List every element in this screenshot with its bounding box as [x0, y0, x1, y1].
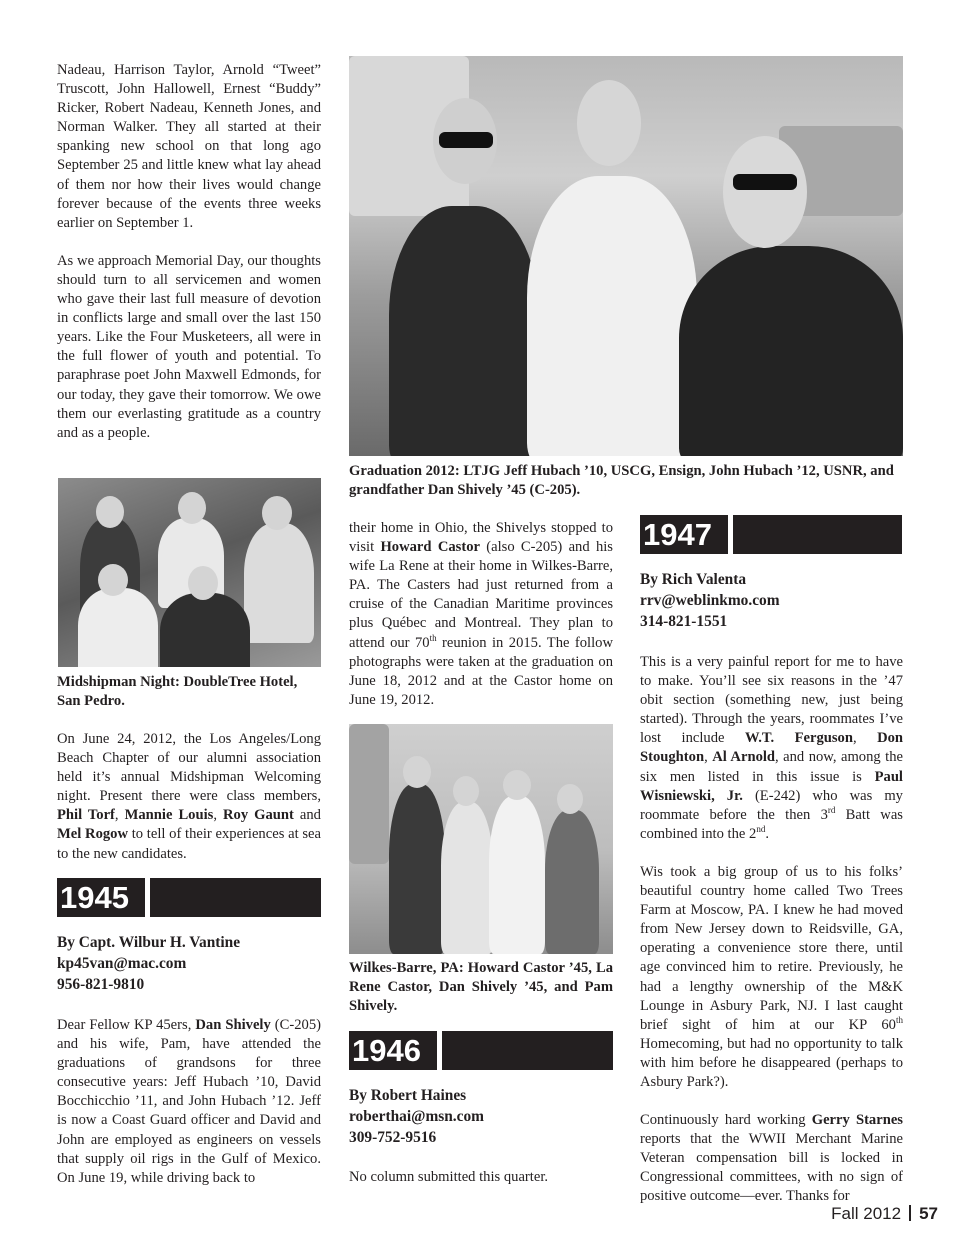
name-bold: Al Arnold	[712, 749, 776, 766]
paragraph-dear-fellow	[57, 1016, 321, 1188]
year-banner-fill	[150, 878, 321, 917]
paragraph-no-column: No column submitted this quarter.	[349, 1169, 549, 1185]
text: , and now, among the six men listed in this issue is	[640, 749, 903, 785]
byline-author: By Robert Haines	[349, 1087, 467, 1104]
name-bold: W.T. Ferguson	[744, 730, 853, 747]
superscript: nd	[756, 823, 766, 834]
caption-wilkes-barre: Wilkes-Barre, PA: Howard Castor ’45, La Rene Castor, Dan Shively ’45, and Pam Shively.	[349, 960, 613, 1014]
photo-head	[577, 80, 641, 166]
byline-phone: 314-821-1551	[640, 613, 728, 630]
photo-head	[503, 770, 531, 800]
paragraph-two-trees-farm	[640, 863, 903, 1092]
photo-head	[557, 784, 583, 814]
text: Wis took a big group of us to his folks’ beautiful country home called Two Trees Farm at Moscow, PA. I knew he had moved from New Jersey down to Reidsville, GA, operating a convenience store there, until age convinced him to retire. Previously, he had a lengthy ownership of the M&K Lounge in Asbury Park, NJ. I last caught brief sight of him at our KP 60	[640, 863, 903, 1033]
text: ,	[213, 807, 223, 824]
photo-midshipman-night	[58, 478, 321, 667]
photo-sunglasses	[733, 174, 797, 190]
year-banner-1947	[640, 515, 902, 554]
photo-head	[178, 492, 206, 524]
name-bold: Mel Rogow	[57, 826, 128, 843]
paragraph-gerry-starnes	[640, 1111, 903, 1206]
name-bold: Paul Wisniewski, Jr.	[640, 768, 903, 804]
text: reunion in 2015. The follow photographs were taken at the graduation on June 18, 2012 and at the Castor home on June 19, 2012.	[349, 634, 613, 708]
text: and	[293, 807, 321, 824]
paragraph-class-members: Nadeau, Harrison Taylor, Arnold “Tweet” Truscott, John Hallowell, Ernest “Buddy” Ricker, Robert Nadeau, Kenneth Jones, and Norman Walker. They all started at their spanking new school on that long ago September 25 and little knew what lay ahead of them nor how their lives would change forever because of the events three weeks earlier on September 1.	[57, 62, 321, 231]
text: ,	[704, 749, 713, 766]
superscript: th	[895, 1014, 903, 1025]
paragraph-shivelys-visit	[349, 519, 613, 710]
text: ,	[852, 730, 878, 747]
year-label: 1946	[349, 1031, 437, 1070]
caption-graduation-2012: Graduation 2012: LTJG Jeff Hubach ’10, USCG, Ensign, John Hubach ’12, USNR, and grandfather Dan Shively ’45 (C-205).	[349, 463, 894, 498]
text: Batt was combined into the 2	[640, 806, 903, 842]
text: (C-205) and his wife, Pam, have attended the graduations of grandsons for three consecutive years: Jeff Hubach ’10, David Bocchicchio ’11, and John Hubach ’12. Jeff is now a Coast Guard officer and David and John are employed as engineers on vessels that supply oil rigs in the Gulf of Mexico. On June 19, while driving back to	[57, 1017, 322, 1186]
photo-figure-left	[389, 206, 539, 456]
photo-figure	[441, 802, 493, 954]
superscript: th	[429, 632, 437, 643]
photo-wilkes-barre	[349, 724, 613, 954]
photo-curtain	[349, 724, 389, 864]
year-label: 1945	[57, 878, 145, 917]
photo-figure	[160, 593, 250, 667]
byline-1945	[57, 932, 321, 995]
year-banner-1946	[349, 1031, 613, 1070]
year-banner-fill	[442, 1031, 613, 1070]
year-banner-1945	[57, 878, 321, 917]
column-left-lower	[57, 730, 321, 864]
footer-divider	[909, 1205, 911, 1221]
superscript: rd	[827, 804, 836, 815]
paragraph-welcoming-night	[57, 730, 321, 864]
text: their home in Ohio, the Shivelys stopped to visit	[349, 520, 613, 556]
photo-head	[262, 496, 292, 530]
byline-phone: 956-821-9810	[57, 976, 145, 993]
byline-phone: 309-752-9516	[349, 1129, 437, 1146]
text: This is a very painful report for me to have to make. You’ll see six reasons in the ’47 obit section (something new, just being started). Through the years, roommates I’ve lost include	[640, 654, 903, 747]
byline-1946	[349, 1085, 613, 1148]
byline-email: roberthai@msn.com	[349, 1108, 485, 1125]
photo-head	[403, 756, 431, 788]
name-bold: Don Stoughton	[640, 730, 904, 766]
photo-figure	[489, 796, 545, 954]
text: Dear Fellow KP 45ers,	[57, 1017, 196, 1033]
photo-figure	[389, 784, 445, 954]
name-bold: Roy Gaunt	[223, 807, 294, 824]
byline-email: kp45van@mac.com	[57, 955, 187, 972]
text: to tell of their experiences at sea to the new candidates.	[57, 826, 321, 862]
photo-graduation-2012	[349, 56, 903, 456]
year-banner-fill	[733, 515, 902, 554]
paragraph-memorial-day: As we approach Memorial Day, our thoughts should turn to all servicemen and women who gave their last full measure of devotion in conflicts large and small over the last 150 years. Like the Four Musketeers, all were in the full flower of youth and potential. To paraphrase poet John Maxwell Edmonds, for our today, they gave their tomorrow. We owe them our everlasting gratitude as a country and as a people.	[57, 252, 321, 441]
issue-label: Fall 2012	[831, 1204, 902, 1223]
photo-head	[96, 496, 124, 528]
name-bold: Dan Shively	[195, 1017, 271, 1033]
column-left-letter	[57, 1016, 321, 1188]
caption-midshipman-night: Midshipman Night: DoubleTree Hotel, San Pedro.	[57, 674, 298, 709]
text: ,	[114, 807, 125, 824]
photo-figure-right	[679, 246, 903, 456]
photo-head	[98, 564, 128, 596]
text: .	[765, 825, 769, 842]
byline-1947	[640, 569, 902, 632]
photo-head	[453, 776, 479, 806]
column-middle	[349, 519, 613, 710]
name-bold: Howard Castor	[380, 539, 480, 556]
text: Continuously hard working	[640, 1112, 812, 1129]
text: (also C-205) and his wife La Rene at their home in Wilkes-Barre, PA. The Casters had just returned from a cruise of the Canadian Maritime provinces plus Québec and Montreal. They plan to attend our 70	[349, 539, 613, 651]
page-footer	[831, 1204, 938, 1224]
year-label: 1947	[640, 515, 728, 554]
paragraph-painful-report	[640, 653, 903, 844]
column-middle-lower	[349, 1168, 613, 1187]
column-right	[640, 653, 903, 1207]
photo-head	[723, 136, 807, 248]
photo-figure	[545, 810, 599, 954]
text: (E-242) who was my roommate before the then 3	[640, 787, 903, 823]
text: On June 24, 2012, the Los Angeles/Long Beach Chapter of our alumni association held it’s annual Midshipman Welcoming night. Present there were class members,	[57, 731, 321, 805]
page-number: 57	[919, 1204, 938, 1223]
photo-sunglasses	[439, 132, 493, 148]
column-left	[57, 61, 321, 443]
photo-head	[188, 566, 218, 600]
photo-figure-center	[527, 176, 697, 456]
name-bold: Gerry Starnes	[811, 1112, 903, 1129]
photo-figure	[78, 588, 158, 667]
photo-figure	[244, 523, 314, 643]
name-bold: Mannie Louis	[124, 807, 214, 824]
name-bold: Phil Torf	[57, 807, 115, 824]
byline-author: By Rich Valenta	[640, 571, 747, 588]
byline-email: rrv@weblinkmo.com	[640, 592, 780, 609]
byline-author: By Capt. Wilbur H. Vantine	[57, 934, 241, 951]
text: reports that the WWII Merchant Marine Veteran compensation bill is locked in Congressional committees, with no sign of positive outcome—ever. Thanks for	[640, 1131, 903, 1205]
text: Homecoming, but had no opportunity to talk with him before he disappeared (perhaps to Asbury Park?).	[640, 1035, 903, 1090]
